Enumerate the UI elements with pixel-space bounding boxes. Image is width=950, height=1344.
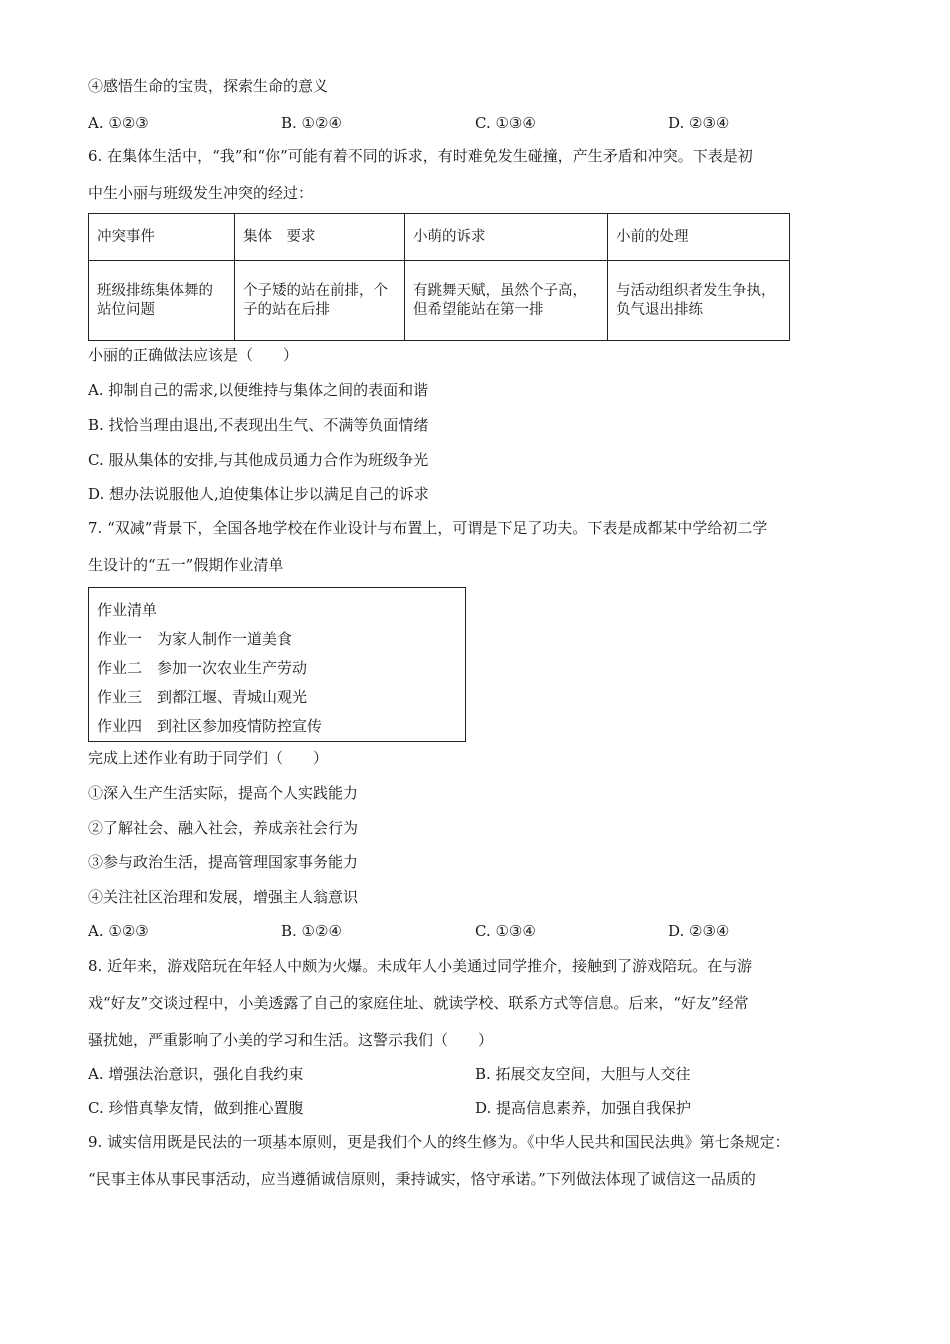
- conflict-table-header: 集体 要求: [235, 214, 405, 261]
- conflict-table-header-row: [89, 214, 790, 261]
- q6-option-b: B. 找恰当理由退出,不表现出生气、不满等负面情绪: [88, 416, 429, 434]
- q7-option-d: D. ②③④: [668, 922, 730, 940]
- conflict-table-header: 冲突事件: [89, 214, 235, 261]
- conflict-table-header: 小萌的诉求: [405, 214, 608, 261]
- q6-option-c: C. 服从集体的安排,与其他成员通力合作为班级争光: [88, 451, 429, 469]
- q8-option-c: C. 珍惜真挚友情，做到推心置腹: [88, 1099, 304, 1117]
- q7-item2: ②了解社会、融入社会，养成亲社会行为: [88, 819, 359, 837]
- q8-stem-line3: 骚扰她，严重影响了小美的学习和生活。这警示我们（ ）: [88, 1031, 494, 1049]
- conflict-table-cell: 班级排练集体舞的站位问题: [89, 261, 235, 341]
- conflict-table-cell: 与活动组织者发生争执，负气退出排练: [608, 261, 790, 341]
- homework-list-title: 作业清单: [97, 601, 158, 619]
- conflict-table: [88, 213, 790, 341]
- q8-option-d: D. 提高信息素养，加强自我保护: [475, 1099, 692, 1117]
- q7-item3: ③参与政治生活，提高管理国家事务能力: [88, 853, 359, 871]
- conflict-table-cell: 个子矮的站在前排，个子的站在后排: [235, 261, 405, 341]
- q7-question: 完成上述作业有助于同学们（ ）: [88, 749, 329, 767]
- q9-stem-line1: 9. 诚实信用既是民法的一项基本原则，更是我们个人的终生修为。《中华人民共和国民法典》第七条规定：: [88, 1133, 790, 1151]
- homework-list-box: [88, 587, 466, 742]
- q7-stem-line1: 7. “双减”背景下，全国各地学校在作业设计与布置上，可谓是下足了功夫。下表是成都某中学给初二学: [88, 519, 768, 537]
- q5-item4: ④感悟生命的宝贵，探索生命的意义: [88, 77, 329, 95]
- q7-option-c: C. ①③④: [475, 922, 536, 940]
- q6-stem-line2: 中生小丽与班级发生冲突的经过：: [88, 184, 314, 202]
- q8-option-b: B. 拓展交友空间，大胆与人交往: [475, 1065, 691, 1083]
- q6-stem-line1: 6. 在集体生活中，“我”和“你”可能有着不同的诉求，有时难免发生碰撞，产生矛盾和冲突。下表是初: [88, 147, 753, 165]
- q9-stem-line2: “民事主体从事民事活动，应当遵循诚信原则，秉持诚实，恪守承诺。”下列做法体现了诚信这一品质的: [88, 1170, 756, 1188]
- q5-option-a: A. ①②③: [88, 114, 149, 132]
- q8-option-a: A. 增强法治意识，强化自我约束: [88, 1065, 304, 1083]
- homework-item: 作业一 为家人制作一道美食: [97, 630, 293, 648]
- q6-option-a: A. 抑制自己的需求,以便维持与集体之间的表面和谐: [88, 381, 429, 399]
- q8-stem-line1: 8. 近年来，游戏陪玩在年轻人中颇为火爆。未成年人小美通过同学推介，接触到了游戏陪玩。在与游: [88, 957, 753, 975]
- conflict-table-cell: 有跳舞天赋，虽然个子高，但希望能站在第一排: [405, 261, 608, 341]
- q8-stem-line2: 戏“好友”交谈过程中，小美透露了自己的家庭住址、就读学校、联系方式等信息。后来，“好友”经常: [88, 994, 749, 1012]
- homework-item: 作业三 到都江堰、青城山观光: [97, 688, 308, 706]
- homework-item: 作业四 到社区参加疫情防控宣传: [97, 717, 323, 735]
- q5-option-d: D. ②③④: [668, 114, 730, 132]
- q7-item1: ①深入生产生活实际，提高个人实践能力: [88, 784, 359, 802]
- q7-stem-line2: 生设计的“五一”假期作业清单: [88, 556, 284, 574]
- conflict-table-row: [89, 261, 790, 341]
- q6-question: 小丽的正确做法应该是（ ）: [88, 346, 299, 364]
- q7-option-b: B. ①②④: [281, 922, 342, 940]
- q6-option-d: D. 想办法说服他人,迫使集体让步以满足自己的诉求: [88, 485, 429, 503]
- q7-option-a: A. ①②③: [88, 922, 149, 940]
- q7-item4: ④关注社区治理和发展，增强主人翁意识: [88, 888, 359, 906]
- q5-option-c: C. ①③④: [475, 114, 536, 132]
- q5-option-b: B. ①②④: [281, 114, 342, 132]
- conflict-table-header: 小前的处理: [608, 214, 790, 261]
- homework-item: 作业二 参加一次农业生产劳动: [97, 659, 308, 677]
